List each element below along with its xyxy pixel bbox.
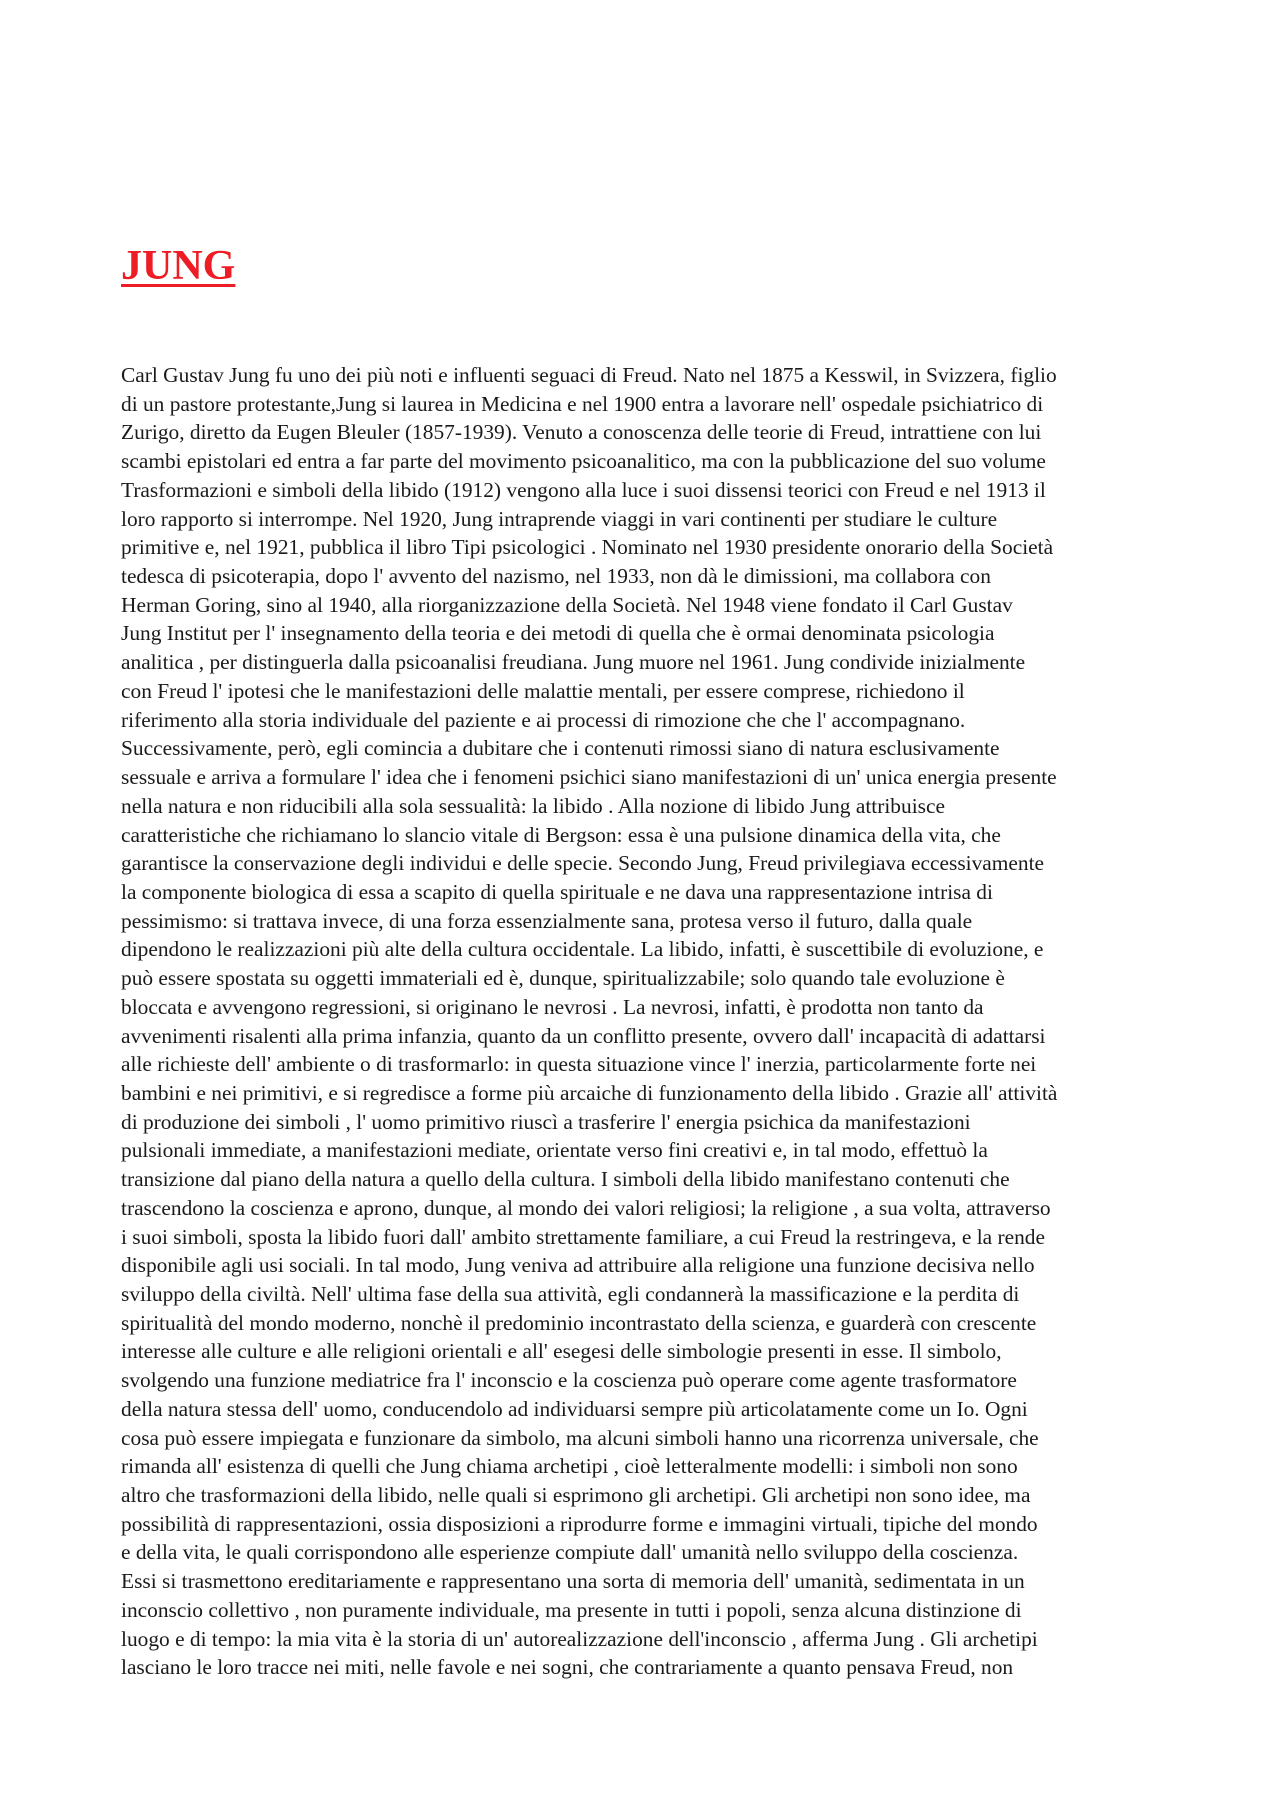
- text-line: loro rapporto si interrompe. Nel 1920, Jung intraprende viaggi in vari continenti per studiare le culture: [121, 506, 998, 531]
- text-line: interesse alle culture e alle religioni orientali e all' esegesi delle simbologie presenti in esse. Il simbolo,: [121, 1339, 1002, 1364]
- text-line: spiritualità del mondo moderno, nonchè il predominio incontrastato della scienza, e guarderà con crescente: [121, 1310, 1037, 1335]
- text-line: Carl Gustav Jung fu uno dei più noti e influenti seguaci di Freud. Nato nel 1875 a Kesswil, in Svizzera, figlio: [121, 363, 1057, 387]
- text-line: avvenimenti risalenti alla prima infanzia, quanto da un conflitto presente, ovvero dall' incapacità di adattarsi: [121, 1023, 1046, 1048]
- text-line: pessimismo: si trattava invece, di una forza essenzialmente sana, protesa verso il futuro, dalla quale: [121, 908, 973, 933]
- text-line: può essere spostata su oggetti immateriali ed è, dunque, spiritualizzabile; solo quando tale evoluzione è: [121, 966, 1005, 991]
- text-line: garantisce la conservazione degli individui e delle specie. Secondo Jung, Freud privilegiava eccessivamente: [121, 851, 1045, 876]
- text-line: bloccata e avvengono regressioni, si originano le nevrosi . La nevrosi, infatti, è prodotta non tanto da: [121, 994, 984, 1019]
- text-line: con Freud l' ipotesi che le manifestazioni delle malattie mentali, per essere comprese, richiedono il: [121, 678, 965, 703]
- document-title: JUNG: [121, 243, 236, 289]
- text-line: lasciano le loro tracce nei miti, nelle favole e nei sogni, che contrariamente a quanto pensava Freud, non: [121, 1655, 1014, 1680]
- text-line: trascendono la coscienza e aprono, dunque, al mondo dei valori religiosi; la religione , a sua volta, attraverso: [121, 1195, 1051, 1220]
- text-line: Zurigo, diretto da Eugen Bleuler (1857-1939). Venuto a conoscenza delle teorie di Freud, intrattiene con lui: [121, 420, 1042, 445]
- text-line: Successivamente, però, egli comincia a dubitare che i contenuti rimossi siano di natura esclusivamente: [121, 736, 1000, 761]
- text-line: Jung Institut per l' insegnamento della teoria e dei metodi di quella che è ormai denominata psicologia: [121, 621, 995, 646]
- text-line: bambini e nei primitivi, e si regredisce a forme più arcaiche di funzionamento della libido . Grazie all' attività: [121, 1080, 1058, 1105]
- text-line: dipendono le realizzazioni più alte della cultura occidentale. La libido, infatti, è suscettibile di evoluzione, e: [121, 937, 1044, 962]
- text-line: transizione dal piano della natura a quello della cultura. I simboli della libido manifestano contenuti che: [121, 1167, 1010, 1192]
- text-line: cosa può essere impiegata e funzionare da simbolo, ma alcuni simboli hanno una ricorrenza universale, che: [121, 1425, 1039, 1450]
- text-line: luogo e di tempo: la mia vita è la storia di un' autorealizzazione dell'inconscio , afferma Jung . Gli archetipi: [121, 1626, 1038, 1651]
- text-line: della natura stessa dell' uomo, conducendolo ad individuarsi sempre più articolatamente come un Io. Ogni: [121, 1396, 1028, 1421]
- text-line: altro che trasformazioni della libido, nelle quali si esprimono gli archetipi. Gli archetipi non sono idee, ma: [121, 1483, 1031, 1508]
- text-line: pulsionali immediate, a manifestazioni mediate, orientate verso fini creativi e, in tal modo, effettuò la: [121, 1138, 988, 1163]
- text-line: analitica , per distinguerla dalla psicoanalisi freudiana. Jung muore nel 1961. Jung condivide inizialmente: [121, 650, 1026, 675]
- text-line: inconscio collettivo , non puramente individuale, ma presente in tutti i popoli, senza alcuna distinzione di: [121, 1597, 1022, 1622]
- text-line: sessuale e arriva a formulare l' idea che i fenomeni psichici siano manifestazioni di un' unica energia presente: [121, 765, 1057, 790]
- text-line: caratteristiche che richiamano lo slancio vitale di Bergson: essa è una pulsione dinamica della vita, che: [121, 822, 1001, 847]
- body-text: [121, 361, 1165, 1682]
- text-line: alle richieste dell' ambiente o di trasformarlo: in questa situazione vince l' inerzia, particolarmente forte nei: [121, 1052, 1037, 1077]
- text-line: sviluppo della civiltà. Nell' ultima fase della sua attività, egli condannerà la massificazione e la perdita di: [121, 1282, 1020, 1306]
- text-line: di un pastore protestante,Jung si laurea in Medicina e nel 1900 entra a lavorare nell' ospedale psichiatrico di: [121, 391, 1044, 416]
- text-line: la componente biologica di essa a scapito di quella spirituale e ne dava una rappresentazione intrisa di: [121, 879, 993, 904]
- text-line: rimanda all' esistenza di quelli che Jung chiama archetipi , cioè letteralmente modelli: i simboli non sono: [121, 1454, 1018, 1479]
- text-line: i suoi simboli, sposta la libido fuori dall' ambito strettamente familiare, a cui Freud la restringeva, e la rende: [121, 1224, 1045, 1249]
- text-line: scambi epistolari ed entra a far parte del movimento psicoanalitico, ma con la pubblicazione del suo volume: [121, 449, 1046, 474]
- text-line: Herman Goring, sino al 1940, alla riorganizzazione della Società. Nel 1948 viene fondato il Carl Gustav: [121, 592, 1013, 617]
- text-line: svolgendo una funzione mediatrice fra l' inconscio e la coscienza può operare come agente trasformatore: [121, 1368, 1017, 1393]
- text-line: Essi si trasmettono ereditariamente e rappresentano una sorta di memoria dell' umanità, sedimentata in un: [121, 1569, 1025, 1594]
- text-line: di produzione dei simboli , l' uomo primitivo riuscì a trasferire l' energia psichica da manifestazioni: [121, 1109, 971, 1134]
- text-line: e della vita, le quali corrispondono alle esperienze compiute dall' umanità nello sviluppo della coscienza.: [121, 1540, 1019, 1565]
- text-line: riferimento alla storia individuale del paziente e ai processi di rimozione che che l' accompagnano.: [121, 707, 966, 732]
- text-line: possibilità di rappresentazioni, ossia disposizioni a riprodurre forme e immagini virtuali, tipiche del mondo: [121, 1511, 1038, 1536]
- text-line: primitive e, nel 1921, pubblica il libro Tipi psicologici . Nominato nel 1930 presidente onorario della Società: [121, 535, 1054, 560]
- text-line: Trasformazioni e simboli della libido (1912) vengono alla luce i suoi dissensi teorici con Freud e nel 1913 il: [121, 477, 1046, 502]
- text-line: nella natura e non riducibili alla sola sessualità: la libido . Alla nozione di libido Jung attribuisce: [121, 793, 945, 818]
- text-line: disponibile agli usi sociali. In tal modo, Jung veniva ad attribuire alla religione una funzione decisiva nello: [121, 1253, 1035, 1278]
- text-line: tedesca di psicoterapia, dopo l' avvento del nazismo, nel 1933, non dà le dimissioni, ma collabora con: [121, 564, 991, 589]
